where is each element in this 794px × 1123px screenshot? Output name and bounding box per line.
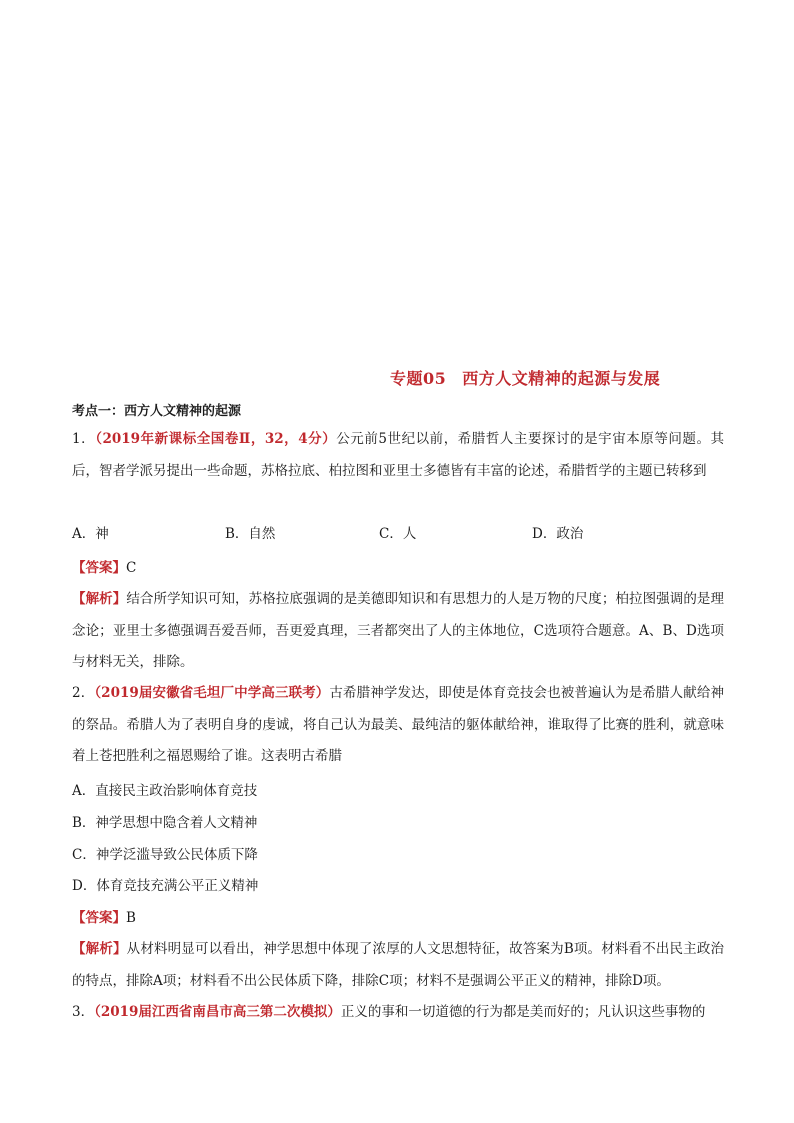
page-title bbox=[390, 366, 660, 389]
question-2 bbox=[72, 678, 724, 773]
q3-stem: 正义的事和一切道德的行为都是美而好的；凡认识这些事物的 bbox=[340, 1004, 706, 1020]
q1-option-b: B．自然 bbox=[225, 526, 276, 542]
title-main: 西方人文精神的起源与发展 bbox=[462, 369, 661, 388]
q1-answer-tag: 【答案】 bbox=[72, 560, 126, 576]
q2-analysis-tag: 【解析】 bbox=[72, 941, 127, 957]
q2-option-d: D．体育竞技充满公平正义精神 bbox=[72, 878, 259, 894]
q2-number: 2． bbox=[72, 685, 95, 701]
question-3 bbox=[72, 997, 724, 1029]
q1-source: （2019年新课标全国卷Ⅱ，32，4分） bbox=[95, 431, 337, 447]
q3-number: 3． bbox=[72, 1004, 95, 1020]
q1-number: 1． bbox=[72, 431, 96, 447]
q2-analysis bbox=[72, 934, 724, 997]
q2-option-a: A．直接民主政治影响体育竞技 bbox=[72, 783, 258, 799]
q1-option-c: C．人 bbox=[379, 526, 417, 542]
q2-source: （2019届安徽省毛坦厂中学高三联考） bbox=[94, 685, 330, 701]
q2-stem: 古希腊神学发达，即使是体育竞技会也被普遍认为是希腊人献给神的祭品。希腊人为了表明自身的虔诚，将自己认为最美、最纯洁的躯体献给神，谁取得了比赛的胜利，就意味着上苍把胜利之福恩赐给了谁。这表明古希腊 bbox=[72, 685, 724, 764]
section-heading: 考点一：西方人文精神的起源 bbox=[72, 404, 242, 419]
q1-option-a: A．神 bbox=[72, 526, 109, 542]
q1-analysis bbox=[72, 584, 724, 679]
q2-answer-tag: 【答案】 bbox=[72, 910, 126, 926]
q2-answer bbox=[72, 906, 136, 926]
q2-answer-value: B bbox=[126, 910, 136, 926]
q1-option-d: D．政治 bbox=[532, 526, 584, 542]
q1-analysis-text: 结合所学知识可知，苏格拉底强调的是美德即知识和有思想力的人是万物的尺度；柏拉图强调的是理念论；亚里士多德强调吾爱吾师，吾更爱真理，三者都突出了人的主体地位，C选项符合题意。A、B、D选项与材料无关，排除。 bbox=[72, 591, 725, 670]
q1-answer bbox=[72, 556, 136, 576]
q1-options bbox=[72, 522, 732, 548]
q1-analysis-tag: 【解析】 bbox=[72, 591, 127, 607]
title-prefix: 专题05 bbox=[390, 369, 447, 388]
q2-option-b: B．神学思想中隐含着人文精神 bbox=[72, 815, 258, 831]
q1-stem: 公元前5世纪以前，希腊哲人主要探讨的是宇宙本原等问题。其后，智者学派另提出一些命题，苏格拉底、柏拉图和亚里士多德皆有丰富的论述，希腊哲学的主题已转移到 bbox=[72, 431, 725, 479]
q1-answer-value: C bbox=[126, 560, 137, 576]
q2-option-c: C．神学泛滥导致公民体质下降 bbox=[72, 847, 258, 863]
question-1 bbox=[72, 424, 724, 487]
q2-analysis-text: 从材料明显可以看出，神学思想中体现了浓厚的人文思想特征，故答案为B项。材料看不出民主政治的特点，排除A项；材料看不出公民体质下降，排除C项；材料不是强调公平正义的精神，排除D项。 bbox=[72, 941, 725, 989]
q3-source: （2019届江西省南昌市高三第二次模拟） bbox=[94, 1004, 341, 1020]
